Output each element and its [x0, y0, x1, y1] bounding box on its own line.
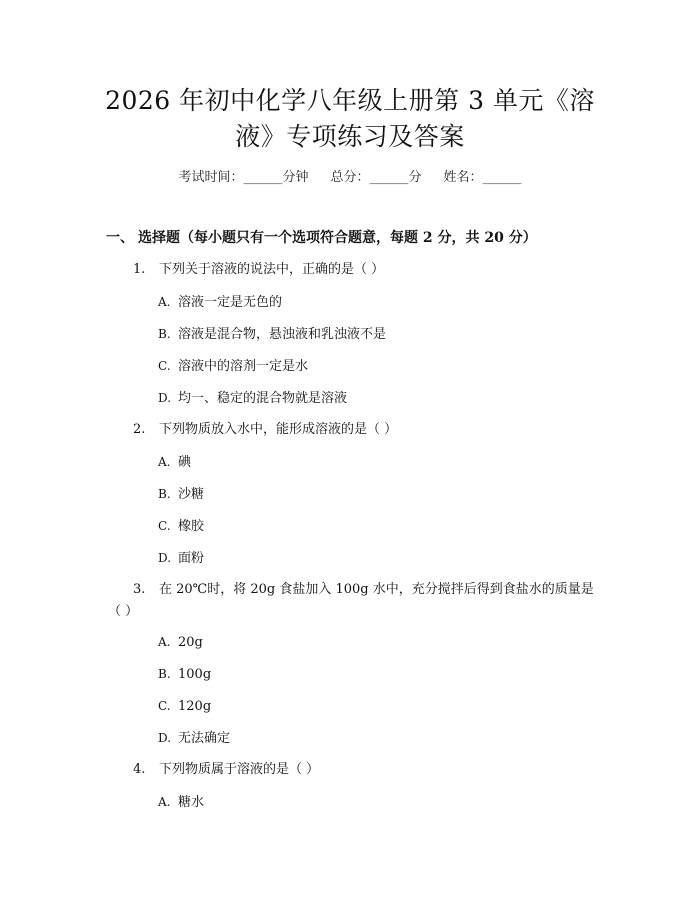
option-2b: B. 沙糖: [158, 487, 205, 502]
option-3c: C. 120g: [158, 699, 212, 714]
question-1: [133, 261, 384, 279]
exam-time-field: 考试时间：______分钟: [178, 170, 309, 185]
section-title: 选择题（每小题只有一个选项符合题意，每题 2 分，共 20 分）: [138, 230, 537, 246]
total-score-field: 总分：______分: [330, 170, 422, 185]
question-4: [133, 761, 319, 779]
option-3d: D. 无法确定: [158, 731, 231, 746]
document-title-line-2: 液》专项练习及答案: [235, 122, 465, 151]
section-number: 一、: [106, 230, 134, 246]
option-2d: D. 面粉: [158, 551, 205, 566]
option-1d: D. 均一、稳定的混合物就是溶液: [158, 391, 348, 406]
option-3b: B. 100g: [158, 667, 212, 682]
option-3a: A. 20g: [158, 635, 203, 650]
section-heading: [106, 228, 537, 248]
question-text: 下列关于溶液的说法中，正确的是（ ）: [159, 262, 385, 277]
question-text: 下列物质放入水中，能形成溶液的是（ ）: [159, 422, 398, 437]
option-4a: A. 糖水: [158, 795, 205, 810]
student-name-field: 姓名：______: [443, 170, 522, 185]
question-number: 2.: [133, 422, 146, 437]
question-text: 下列物质属于溶液的是（ ）: [159, 762, 320, 777]
exam-meta: [0, 169, 700, 187]
option-1a: A. 溶液一定是无色的: [158, 295, 283, 310]
question-number: 3.: [133, 582, 146, 597]
option-2c: C. 橡胶: [158, 519, 205, 534]
question-3: [133, 581, 594, 599]
option-2a: A. 碘: [158, 455, 192, 470]
option-1c: C. 溶液中的溶剂一定是水: [158, 359, 309, 374]
question-2: [133, 421, 397, 439]
question-number: 1.: [133, 262, 146, 277]
question-3-continuation: （ ）: [108, 604, 139, 619]
document-title-line-1: 2026 年初中化学八年级上册第 3 单元《溶: [105, 86, 595, 115]
question-number: 4.: [133, 762, 146, 777]
option-1b: B. 溶液是混合物，悬浊液和乳浊液不是: [158, 327, 387, 342]
question-text: 在 20℃时，将 20g 食盐加入 100g 水中，充分搅拌后得到食盐水的质量是: [159, 582, 594, 597]
